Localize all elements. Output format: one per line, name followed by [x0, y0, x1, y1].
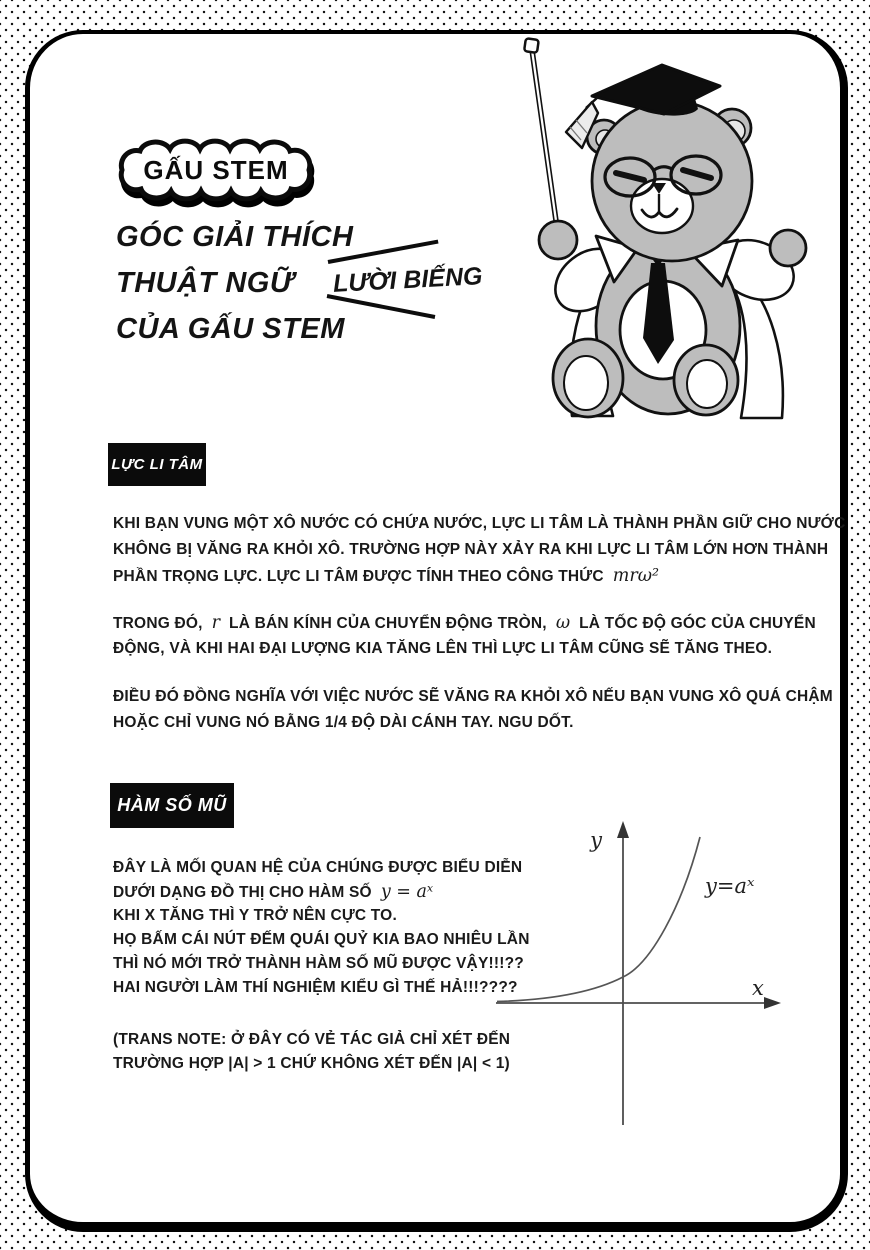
- text-line: KHÔNG BỊ VĂNG RA KHỎI XÔ. TRƯỜNG HỢP NÀY XẢY RA KHI LỰC LI TÂM LỚN HƠN THÀNH: [113, 541, 829, 558]
- paragraph-centrifugal-2: [113, 610, 816, 662]
- variable-omega: ω: [555, 613, 571, 633]
- section-header-exponential-function: HÀM SỐ MŨ: [110, 783, 234, 828]
- translator-note: [113, 1028, 510, 1076]
- page-title-line-3: CỦA GẤU STEM: [116, 313, 345, 345]
- series-badge: [108, 138, 328, 210]
- text-segment: PHẦN TRỌNG LỰC. LỰC LI TÂM ĐƯỢC TÍNH THEO CÔNG THỨC: [113, 568, 604, 585]
- paragraph-exponential: [113, 856, 530, 1000]
- text-line: ĐỘNG, VÀ KHI HAI ĐẠI LƯỢNG KIA TĂNG LÊN THÌ LỰC LI TÂM CŨNG SẼ TĂNG THEO.: [113, 640, 773, 657]
- y-axis-arrowhead: [617, 821, 629, 838]
- text-line: (TRANS NOTE: Ở ĐÂY CÓ VẺ TÁC GIẢ CHỈ XÉT ĐẾN: [113, 1031, 511, 1048]
- exponential-function-graph: [490, 816, 790, 1136]
- variable-r: r: [211, 613, 221, 633]
- pointer-stick-icon: [524, 38, 559, 242]
- text-line: THÌ NÓ MỚI TRỞ THÀNH HÀM SỐ MŨ ĐƯỢC VẬY!!!??: [113, 955, 524, 972]
- text-line: HOẶC CHỈ VUNG NÓ BẰNG 1/4 ĐỘ DÀI CÁNH TAY. NGU DỐT.: [113, 714, 574, 731]
- text-line: ĐIỀU ĐÓ ĐỒNG NGHĨA VỚI VIỆC NƯỚC SẼ VĂNG RA KHỎI XÔ NẾU BẠN VUNG XÔ QUÁ CHẬM: [113, 688, 833, 705]
- curve-equation-label: y=aˣ: [705, 874, 755, 898]
- y-axis-label: y: [590, 828, 602, 852]
- exponential-curve: [497, 837, 700, 1002]
- text-line: [113, 880, 530, 904]
- paragraph-centrifugal-3: [113, 684, 833, 736]
- paragraph-centrifugal-1: [113, 511, 845, 589]
- text-line: KHI X TĂNG THÌ Y TRỞ NÊN CỰC TO.: [113, 907, 397, 924]
- page-title-line-2: THUẬT NGỮ: [116, 267, 294, 299]
- formula-mr-omega-squared: mrω²: [612, 566, 660, 586]
- text-line: ĐÂY LÀ MỐI QUAN HỆ CỦA CHÚNG ĐƯỢC BIỂU DIỄN: [113, 859, 523, 876]
- formula-y-equals-a-to-x: y = aˣ: [380, 882, 434, 902]
- text-segment: LÀ BÁN KÍNH CỦA CHUYỂN ĐỘNG TRÒN,: [229, 615, 547, 632]
- page-title-line-1: GÓC GIẢI THÍCH: [116, 221, 354, 253]
- stem-bear-professor-illustration: [492, 34, 832, 434]
- text-line: [113, 610, 816, 636]
- text-line: [113, 563, 845, 589]
- text-line: TRƯỜNG HỢP |A| > 1 CHỨ KHÔNG XÉT ĐẾN |A| < 1): [113, 1055, 510, 1072]
- text-segment: TRONG ĐÓ,: [113, 615, 203, 632]
- y-axis: [617, 821, 629, 1125]
- series-badge-label: GẤU STEM: [143, 154, 289, 185]
- page-title: [116, 214, 353, 352]
- inserted-word-label: LƯỜI BIẾNG: [332, 262, 484, 298]
- text-segment: DƯỚI DẠNG ĐỒ THỊ CHO HÀM SỐ: [113, 884, 372, 901]
- section-header-centrifugal-force: LỰC LI TÂM: [108, 443, 206, 486]
- text-line: KHI BẠN VUNG MỘT XÔ NƯỚC CÓ CHỨA NƯỚC, LỰC LI TÂM LÀ THÀNH PHẦN GIỮ CHO NƯỚC: [113, 515, 846, 532]
- x-axis-label: x: [752, 976, 764, 1000]
- comic-panel: [25, 30, 848, 1232]
- x-axis-arrowhead: [764, 997, 781, 1009]
- text-line: HỌ BẤM CÁI NÚT ĐẾM QUÁI QUỶ KIA BAO NHIÊU LẦN: [113, 931, 530, 948]
- text-line: HAI NGƯỜI LÀM THÍ NGHIỆM KIỂU GÌ THẾ HẢ!!!????: [113, 979, 518, 996]
- text-segment: LÀ TỐC ĐỘ GÓC CỦA CHUYỂN: [579, 615, 816, 632]
